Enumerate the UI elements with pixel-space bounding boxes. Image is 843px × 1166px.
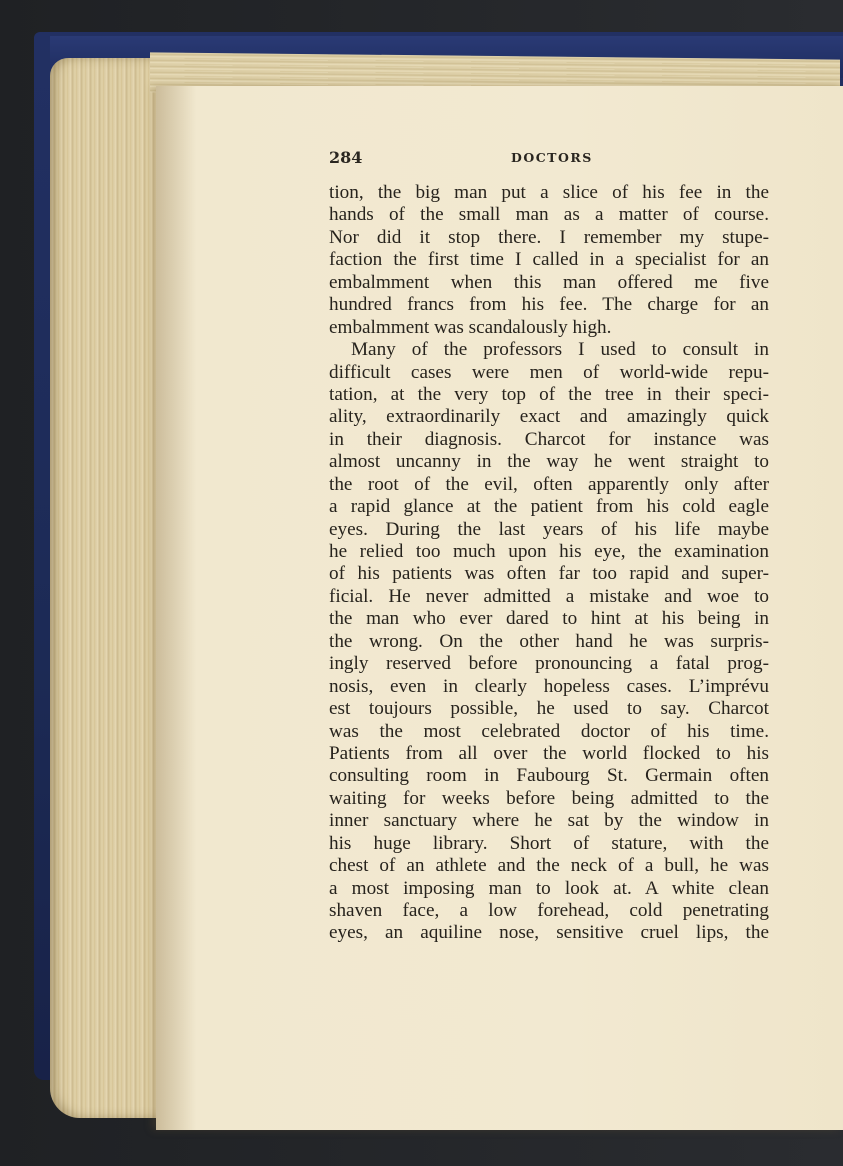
text-line: a most imposing man to look at. A white clean — [329, 877, 769, 899]
text-line: Nor did it stop there. I remember my stupe- — [329, 226, 769, 248]
text-line: was the most celebrated doctor of his time. — [329, 720, 769, 742]
text-line: a rapid glance at the patient from his cold eagle — [329, 496, 769, 518]
text-line: shaven face, a low forehead, cold penetrating — [329, 900, 769, 921]
text-line: Many of the professors I used to consult in — [351, 339, 769, 361]
text-line: the man who ever dared to hint at his being in — [329, 608, 769, 630]
text-line: tion, the big man put a slice of his fee in the — [329, 182, 769, 203]
text-line: of his patients was often far too rapid and super- — [329, 563, 769, 585]
text-line: waiting for weeks before being admitted to the — [329, 787, 769, 809]
text-line: the wrong. On the other hand he was surpris- — [329, 630, 769, 652]
text-line: almost uncanny in the way he went straight to — [329, 451, 769, 473]
text-line: hands of the small man as a matter of course. — [329, 204, 769, 226]
text-line: difficult cases were men of world-wide repu- — [329, 361, 769, 383]
page-header — [329, 148, 769, 172]
body-text — [329, 182, 769, 945]
text-line: ficial. He never admitted a mistake and woe to — [329, 585, 769, 607]
text-line: hundred francs from his fee. The charge for an — [329, 294, 769, 316]
text-line: in their diagnosis. Charcot for instance was — [329, 428, 769, 450]
text-line: faction the first time I called in a specialist for an — [329, 249, 769, 271]
text-line: his huge library. Short of stature, with the — [329, 832, 769, 854]
text-line: inner sanctuary where he sat by the window in — [329, 810, 769, 832]
text-line: embalmment was scandalously high. — [329, 316, 612, 338]
text-line: est toujours possible, he used to say. Charcot — [329, 698, 769, 720]
page-number: 284 — [329, 148, 363, 167]
running-head: DOCTORS — [511, 150, 593, 165]
text-line: ingly reserved before pronouncing a fatal prog- — [329, 653, 769, 675]
text-line: consulting room in Faubourg St. Germain often — [329, 765, 769, 787]
text-line: he relied too much upon his eye, the examination — [329, 541, 769, 562]
text-line: nosis, even in clearly hopeless cases. L’imprévu — [329, 675, 769, 697]
text-line: tation, at the very top of the tree in their speci- — [329, 383, 769, 405]
text-line: chest of an athlete and the neck of a bull, he was — [329, 855, 769, 877]
text-line: eyes, an aquiline nose, sensitive cruel lips, the — [329, 922, 769, 944]
text-line: ality, extraordinarily exact and amazingly quick — [329, 406, 769, 428]
text-line: Patients from all over the world flocked to his — [329, 742, 769, 764]
text-line: the root of the evil, often apparently only after — [329, 473, 769, 495]
text-line: embalmment when this man offered me five — [329, 271, 769, 293]
text-line: eyes. During the last years of his life maybe — [329, 518, 769, 540]
